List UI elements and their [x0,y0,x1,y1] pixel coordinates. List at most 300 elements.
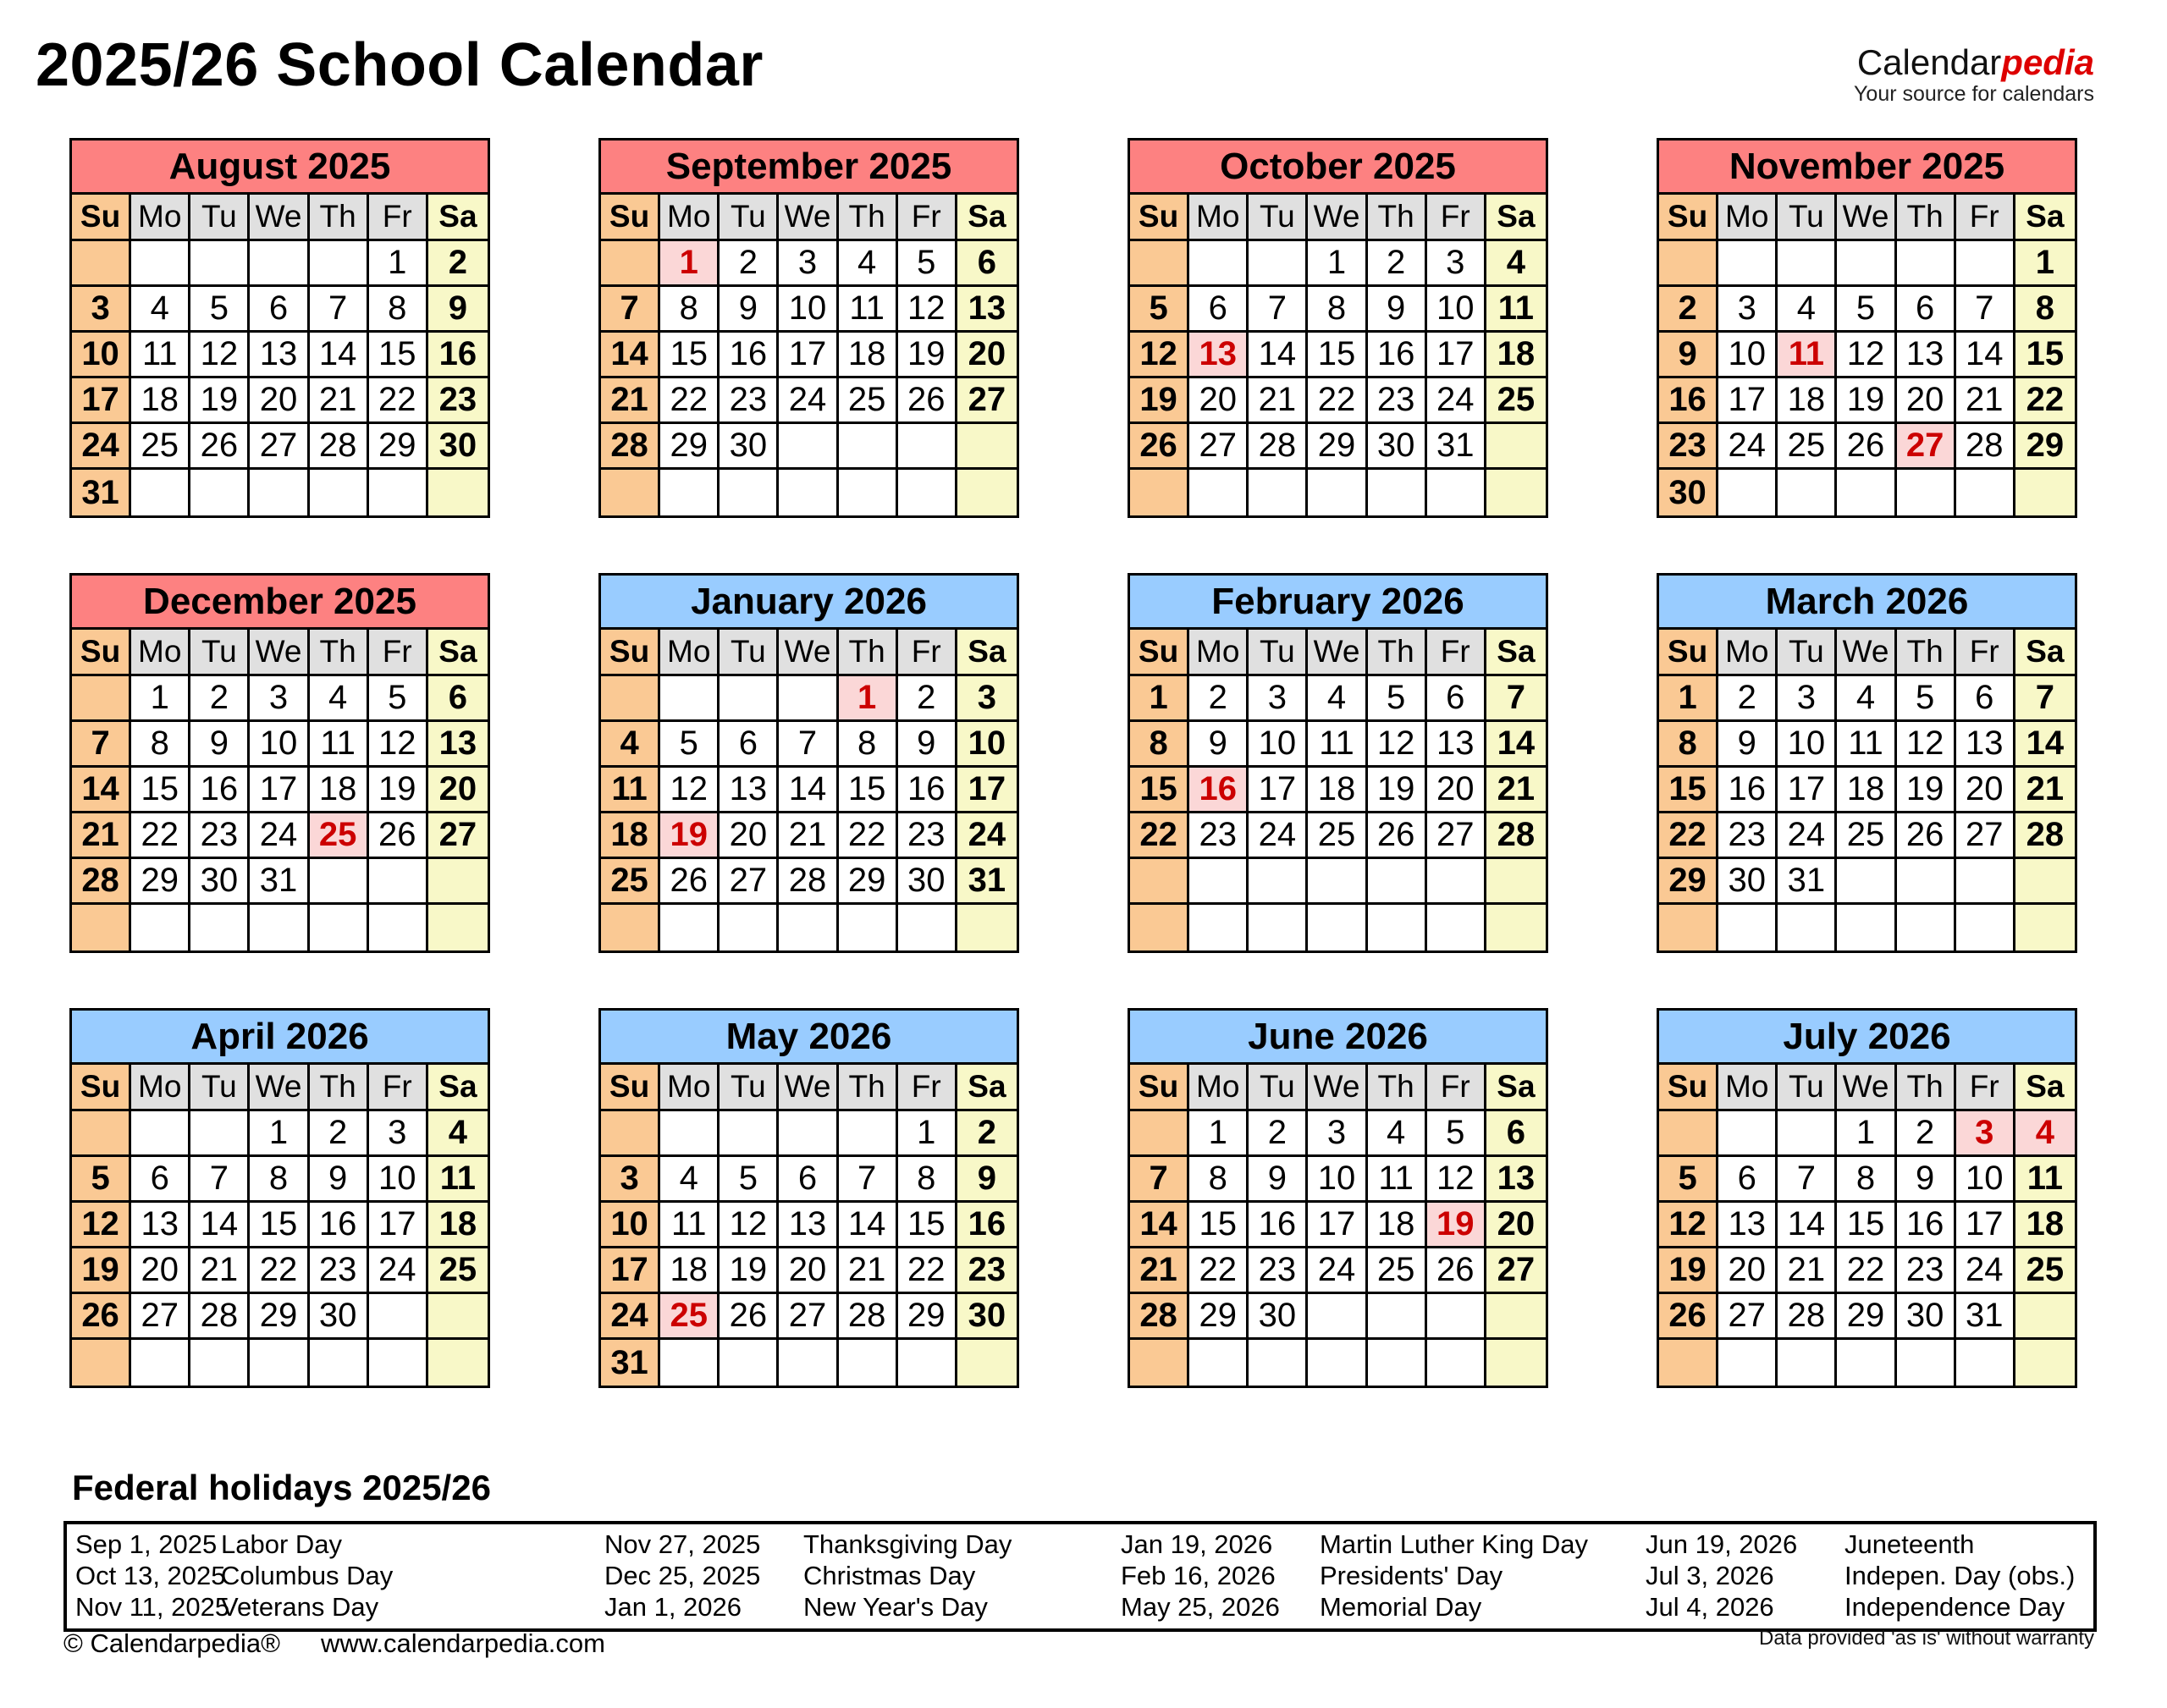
empty-day-cell [428,1294,488,1340]
holiday-name: Martin Luther King Day [1320,1529,1589,1559]
day-cell: 29 [250,1294,309,1340]
empty-day-cell [779,424,838,470]
day-cell: 8 [1130,722,1189,768]
day-cell: 22 [1837,1248,1896,1294]
day-cell: 11 [601,768,660,813]
holiday-date: Jun 19, 2026 [1646,1529,1798,1559]
day-cell: 25 [601,859,660,905]
day-cell: 15 [839,768,898,813]
day-cell: 26 [1897,813,1956,859]
day-cell: 14 [310,333,369,378]
day-cell: 26 [1427,1248,1486,1294]
month-july-2026 [1657,1008,2077,1388]
day-cell: 26 [72,1294,131,1340]
empty-day-cell [190,1111,250,1157]
day-cell: 28 [1130,1294,1189,1340]
day-cell: 1 [839,676,898,722]
weekday-header-row [1130,630,1546,676]
day-cell: 28 [310,424,369,470]
day-cell: 1 [1189,1111,1249,1157]
day-cell: 31 [601,1340,660,1386]
empty-day-cell [601,1111,660,1157]
day-cell: 2 [310,1111,369,1157]
week-row [72,1294,488,1340]
day-cell: 31 [72,470,131,515]
day-cell: 12 [72,1203,131,1248]
empty-day-cell [250,470,309,515]
day-cell: 10 [72,333,131,378]
day-cell: 23 [1249,1248,1308,1294]
day-cell: 20 [1486,1203,1546,1248]
day-cell: 20 [1427,768,1486,813]
day-cell: 7 [779,722,838,768]
day-cell: 2 [898,676,957,722]
empty-day-cell [957,470,1017,515]
weekday-header-row [601,195,1017,241]
day-cell: 13 [1897,333,1956,378]
day-cell: 22 [131,813,190,859]
day-cell: 3 [1778,676,1837,722]
logo-tagline: Your source for calendars [1854,82,2094,107]
day-cell: 9 [1659,333,1718,378]
day-cell: 12 [369,722,428,768]
empty-day-cell [1897,859,1956,905]
empty-day-cell [1837,905,1896,950]
day-cell: 4 [601,722,660,768]
day-cell: 18 [131,378,190,424]
month-title: December 2025 [72,576,488,630]
week-row [1659,1111,2075,1157]
weekday-label: Tu [1778,195,1837,241]
empty-day-cell [1130,859,1189,905]
day-cell: 18 [1486,333,1546,378]
weekday-label: Tu [1778,1065,1837,1111]
day-cell: 7 [190,1157,250,1203]
month-may-2026 [598,1008,1019,1388]
month-title: July 2026 [1659,1011,2075,1065]
week-row [1130,1111,1546,1157]
weekday-label: Th [1897,630,1956,676]
empty-day-cell [660,1340,720,1386]
week-row [1659,378,2075,424]
day-cell: 3 [1956,1111,2015,1157]
day-cell: 22 [1308,378,1367,424]
day-cell: 21 [601,378,660,424]
day-cell: 30 [190,859,250,905]
empty-day-cell [310,1340,369,1386]
empty-day-cell [1659,241,1718,287]
week-row [1659,768,2075,813]
weekday-label: Mo [131,630,190,676]
weekday-header-row [1659,630,2075,676]
day-cell: 1 [898,1111,957,1157]
day-cell: 27 [1718,1294,1778,1340]
day-cell: 15 [898,1203,957,1248]
day-cell: 11 [660,1203,720,1248]
day-cell: 23 [1189,813,1249,859]
day-cell: 3 [957,676,1017,722]
day-cell: 6 [1486,1111,1546,1157]
day-cell: 7 [1486,676,1546,722]
empty-day-cell [1837,1340,1896,1386]
day-cell: 23 [1897,1248,1956,1294]
month-march-2026 [1657,573,2077,953]
day-cell: 12 [1130,333,1189,378]
weekday-label: Fr [369,630,428,676]
logo-text-pedia: pedia [2001,42,2094,82]
month-title: May 2026 [601,1011,1017,1065]
empty-day-cell [1659,905,1718,950]
day-cell: 15 [1189,1203,1249,1248]
week-row [72,813,488,859]
empty-day-cell [898,424,957,470]
weekday-label: We [1837,195,1896,241]
copyright-text: © Calendarpedia® [63,1628,280,1658]
empty-day-cell [839,905,898,950]
empty-day-cell [250,1340,309,1386]
day-cell: 20 [1718,1248,1778,1294]
weekday-label: Th [839,630,898,676]
week-row [601,722,1017,768]
day-cell: 26 [1659,1294,1718,1340]
day-cell: 3 [72,287,131,333]
day-cell: 17 [369,1203,428,1248]
day-cell: 8 [839,722,898,768]
empty-day-cell [1778,1340,1837,1386]
weekday-header-row [72,630,488,676]
week-row [601,813,1017,859]
week-row [1659,1294,2075,1340]
day-cell: 30 [1249,1294,1308,1340]
empty-day-cell [250,905,309,950]
week-row [601,424,1017,470]
week-row [72,287,488,333]
empty-day-cell [1249,241,1308,287]
day-cell: 4 [310,676,369,722]
empty-day-cell [131,241,190,287]
day-cell: 21 [72,813,131,859]
federal-holidays-table [63,1521,2097,1632]
week-row [72,1111,488,1157]
day-cell: 20 [957,333,1017,378]
day-cell: 7 [1778,1157,1837,1203]
day-cell: 13 [720,768,779,813]
day-cell: 28 [839,1294,898,1340]
weekday-label: Sa [428,195,488,241]
day-cell: 12 [660,768,720,813]
week-row [1130,676,1546,722]
day-cell: 23 [957,1248,1017,1294]
empty-day-cell [72,1340,131,1386]
empty-day-cell [1249,1340,1308,1386]
empty-day-cell [428,905,488,950]
day-cell: 20 [428,768,488,813]
empty-day-cell [601,676,660,722]
day-cell: 8 [1308,287,1367,333]
empty-day-cell [1368,470,1427,515]
empty-day-cell [1718,905,1778,950]
holiday-name: Juneteenth [1844,1529,1975,1559]
day-cell: 20 [131,1248,190,1294]
day-cell: 19 [72,1248,131,1294]
day-cell: 27 [1486,1248,1546,1294]
day-cell: 25 [1486,378,1546,424]
week-row [601,1111,1017,1157]
weekday-label: Su [72,630,131,676]
day-cell: 26 [660,859,720,905]
day-cell: 9 [190,722,250,768]
empty-day-cell [1427,905,1486,950]
day-cell: 3 [369,1111,428,1157]
weekday-label: Sa [428,630,488,676]
website-link[interactable]: www.calendarpedia.com [320,1628,605,1658]
month-title: October 2025 [1130,140,1546,195]
day-cell: 19 [1897,768,1956,813]
empty-day-cell [957,1340,1017,1386]
day-cell: 23 [1659,424,1718,470]
day-cell: 29 [2015,424,2075,470]
week-row [1130,424,1546,470]
day-cell: 5 [1427,1111,1486,1157]
day-cell: 22 [2015,378,2075,424]
day-cell: 4 [1778,287,1837,333]
day-cell: 20 [1956,768,2015,813]
weekday-label: Mo [1718,1065,1778,1111]
weekday-label: Su [601,630,660,676]
empty-day-cell [2015,470,2075,515]
week-row [1130,905,1546,950]
day-cell: 29 [1659,859,1718,905]
week-row [601,1294,1017,1340]
day-cell: 12 [1897,722,1956,768]
day-cell: 18 [601,813,660,859]
empty-day-cell [310,241,369,287]
day-cell: 1 [250,1111,309,1157]
day-cell: 1 [1308,241,1367,287]
empty-day-cell [720,676,779,722]
week-row [1130,1340,1546,1386]
day-cell: 26 [1837,424,1896,470]
empty-day-cell [1956,1340,2015,1386]
week-row [1130,333,1546,378]
week-row [72,722,488,768]
empty-day-cell [839,470,898,515]
day-cell: 15 [2015,333,2075,378]
weekday-header-row [72,1065,488,1111]
day-cell: 19 [369,768,428,813]
day-cell: 17 [1427,333,1486,378]
day-cell: 12 [190,333,250,378]
empty-day-cell [1308,859,1367,905]
holiday-name: Independence Day [1844,1592,2065,1622]
weekday-label: Tu [720,195,779,241]
day-cell: 13 [1189,333,1249,378]
empty-day-cell [2015,1294,2075,1340]
day-cell: 3 [1308,1111,1367,1157]
weekday-label: Sa [957,195,1017,241]
day-cell: 24 [779,378,838,424]
day-cell: 14 [190,1203,250,1248]
day-cell: 13 [1718,1203,1778,1248]
day-cell: 1 [1130,676,1189,722]
empty-day-cell [1956,859,2015,905]
empty-day-cell [720,470,779,515]
day-cell: 16 [898,768,957,813]
day-cell: 25 [839,378,898,424]
day-cell: 6 [1897,287,1956,333]
day-cell: 30 [720,424,779,470]
day-cell: 5 [190,287,250,333]
week-row [72,378,488,424]
holiday-name: Indepen. Day (obs.) [1844,1561,2076,1590]
month-title: March 2026 [1659,576,2075,630]
day-cell: 1 [660,241,720,287]
day-cell: 5 [1659,1157,1718,1203]
day-cell: 23 [898,813,957,859]
empty-day-cell [1778,470,1837,515]
month-april-2026 [69,1008,490,1388]
day-cell: 24 [1778,813,1837,859]
day-cell: 3 [1718,287,1778,333]
day-cell: 26 [720,1294,779,1340]
day-cell: 16 [190,768,250,813]
day-cell: 1 [369,241,428,287]
day-cell: 15 [250,1203,309,1248]
weekday-label: Mo [660,1065,720,1111]
week-row [601,859,1017,905]
day-cell: 16 [1189,768,1249,813]
weekday-label: Fr [898,630,957,676]
day-cell: 13 [250,333,309,378]
weekday-label: Tu [1249,1065,1308,1111]
holiday-date: May 25, 2026 [1121,1592,1280,1622]
day-cell: 19 [1427,1203,1486,1248]
day-cell: 18 [2015,1203,2075,1248]
holiday-date: Nov 11, 2025 [75,1592,230,1622]
day-cell: 14 [1956,333,2015,378]
week-row [72,768,488,813]
holiday-date: Oct 13, 2025 [75,1561,226,1590]
day-cell: 21 [1486,768,1546,813]
day-cell: 19 [660,813,720,859]
day-cell: 11 [2015,1157,2075,1203]
weekday-label: Su [72,1065,131,1111]
weekday-label: Su [1659,195,1718,241]
day-cell: 30 [1897,1294,1956,1340]
day-cell: 9 [428,287,488,333]
day-cell: 19 [1368,768,1427,813]
day-cell: 3 [1427,241,1486,287]
month-november-2025 [1657,138,2077,518]
empty-day-cell [779,905,838,950]
calendarpedia-logo [1854,44,2094,105]
day-cell: 6 [957,241,1017,287]
empty-day-cell [1486,905,1546,950]
day-cell: 10 [1249,722,1308,768]
weekday-label: Th [310,195,369,241]
day-cell: 1 [1659,676,1718,722]
week-row [1130,859,1546,905]
day-cell: 15 [369,333,428,378]
week-row [601,241,1017,287]
day-cell: 9 [1368,287,1427,333]
holiday-name: Thanksgiving Day [803,1529,1012,1559]
empty-day-cell [1368,859,1427,905]
weekday-label: Fr [1427,1065,1486,1111]
day-cell: 17 [1956,1203,2015,1248]
week-row [72,1248,488,1294]
holiday-date: Jan 1, 2026 [604,1592,742,1622]
day-cell: 16 [1659,378,1718,424]
week-row [1659,1203,2075,1248]
day-cell: 18 [1308,768,1367,813]
day-cell: 8 [660,287,720,333]
day-cell: 25 [660,1294,720,1340]
empty-day-cell [1427,1294,1486,1340]
week-row [601,1203,1017,1248]
day-cell: 27 [779,1294,838,1340]
day-cell: 16 [310,1203,369,1248]
weekday-label: Th [1368,195,1427,241]
weekday-label: We [779,1065,838,1111]
empty-day-cell [1897,1340,1956,1386]
day-cell: 27 [131,1294,190,1340]
day-cell: 24 [72,424,131,470]
day-cell: 26 [190,424,250,470]
day-cell: 29 [1189,1294,1249,1340]
empty-day-cell [720,905,779,950]
weekday-label: We [1837,630,1896,676]
week-row [1659,1340,2075,1386]
day-cell: 14 [601,333,660,378]
empty-day-cell [1427,859,1486,905]
empty-day-cell [1718,1111,1778,1157]
day-cell: 9 [957,1157,1017,1203]
week-row [1130,813,1546,859]
empty-day-cell [601,905,660,950]
empty-day-cell [369,859,428,905]
holiday-name: Veterans Day [221,1592,379,1622]
empty-day-cell [1368,1294,1427,1340]
weekday-label: Tu [190,195,250,241]
day-cell: 11 [839,287,898,333]
logo-text-calendar: Calendar [1856,42,2002,82]
day-cell: 11 [1837,722,1896,768]
weekday-label: Sa [957,1065,1017,1111]
day-cell: 4 [1837,676,1896,722]
weekday-label: Tu [190,1065,250,1111]
empty-day-cell [1130,470,1189,515]
weekday-label: Su [1130,195,1189,241]
day-cell: 2 [957,1111,1017,1157]
day-cell: 4 [1368,1111,1427,1157]
weekday-label: Sa [2015,1065,2075,1111]
day-cell: 31 [957,859,1017,905]
empty-day-cell [957,905,1017,950]
empty-day-cell [898,470,957,515]
day-cell: 11 [1778,333,1837,378]
empty-day-cell [957,424,1017,470]
day-cell: 17 [72,378,131,424]
weekday-label: We [250,1065,309,1111]
day-cell: 28 [1956,424,2015,470]
day-cell: 15 [1308,333,1367,378]
day-cell: 13 [1486,1157,1546,1203]
week-row [601,676,1017,722]
day-cell: 5 [720,1157,779,1203]
day-cell: 8 [250,1157,309,1203]
day-cell: 22 [1659,813,1718,859]
